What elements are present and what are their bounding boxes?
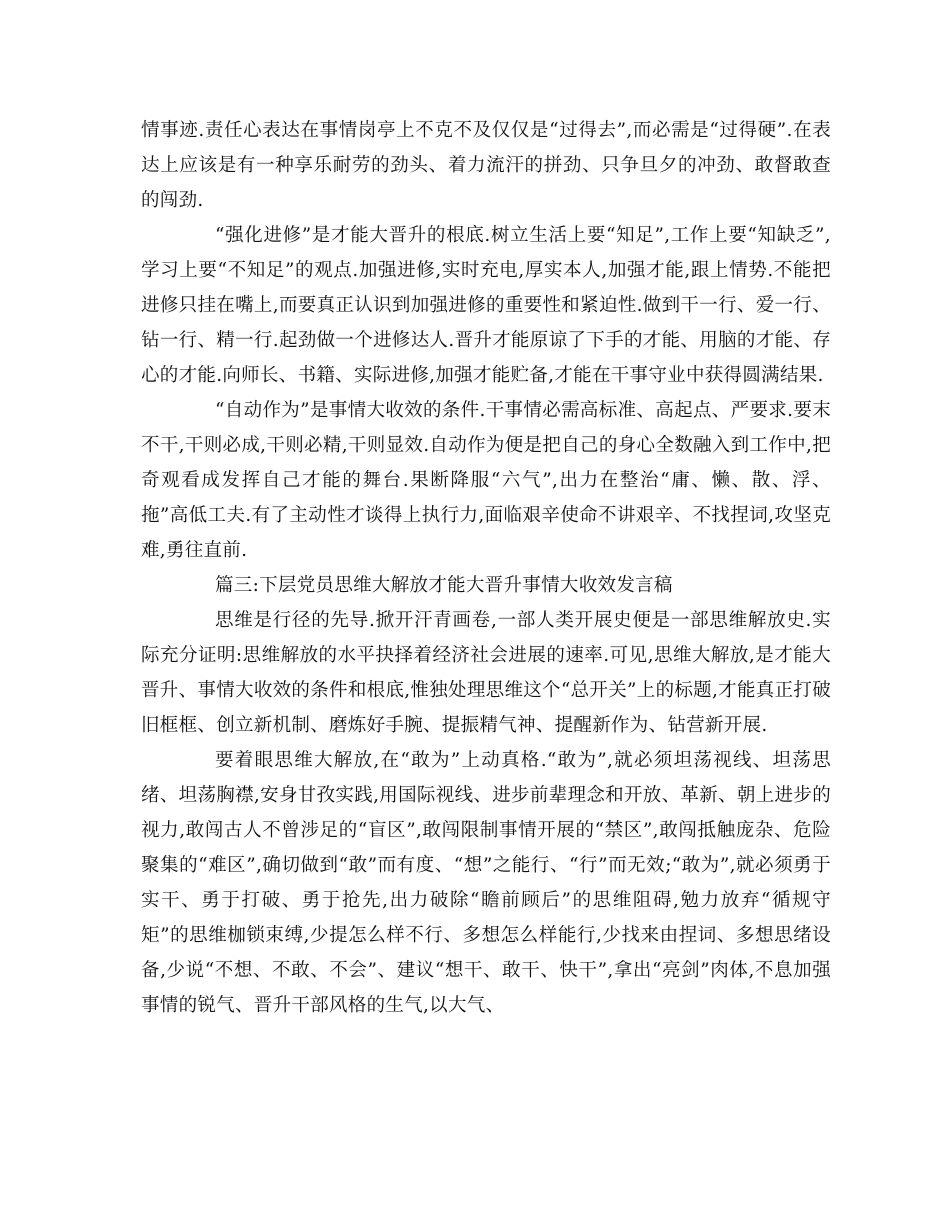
paragraph-3: “自动作为”是事情大收效的条件.干事情必需高标准、高起点、严要求.要末不干,干则必成,干则必精,干则显效.自动作为便是把自己的身心全数融入到工作中,把奇观看成发挥自己才能的舞台.果断降服“六气”,出力在整治“庸、懒、散、浮、拖”高低工夫.有了主动性才谈得上执行力,面临艰辛使命不讲艰辛、不找捏词,攻坚克难,勇往直前. <box>141 400 831 561</box>
document-body <box>141 113 831 1023</box>
paragraph-4: 思维是行径的先导.掀开汗青画卷,一部人类开展史便是一部思维解放史.实际充分证明:思维解放的水平抉择着经济社会进展的速率.可见,思维大解放,是才能大晋升、事情大收效的条件和根底,惟独处理思维这个“总开关”上的标题,才能真正打破旧框框、创立新机制、磨炼好手腕、提振精气神、提醒新作为、钻营新开展. <box>141 610 831 736</box>
paragraph-1: 情事迹.责任心表达在事情岗亭上不克不及仅仅是“过得去”,而必需是“过得硬”.在表达上应该是有一种享乐耐劳的劲头、着力流汗的拼劲、只争旦夕的冲劲、敢督敢查的闯劲. <box>141 120 831 211</box>
paragraph-2: “强化进修”是才能大晋升的根底.树立生活上要“知足”,工作上要“知缺乏”,学习上要“不知足”的观点.加强进修,实时充电,厚实本人,加强才能,跟上情势.不能把进修只挂在嘴上,而要真正认识到加强进修的重要性和紧迫性.做到干一行、爱一行、钻一行、精一行.起劲做一个进修达人.晋升才能原谅了下手的才能、用脑的才能、存心的才能.向师长、书籍、实际进修,加强才能贮备,才能在干事守业中获得圆满结果. <box>141 225 831 386</box>
section-heading: 篇三:下层党员思维大解放才能大晋升事情大收效发言稿 <box>215 575 673 596</box>
paragraph-5: 要着眼思维大解放,在“敢为”上动真格.“敢为”,就必须坦荡视线、坦荡思绪、坦荡胸襟,安身甘孜实践,用国际视线、进步前辈理念和开放、革新、朝上进步的视力,敢闯古人不曾涉足的“盲区”,敢闯限制事情开展的“禁区”,敢闯抵触庞杂、危险聚集的“难区”,确切做到“敢”而有度、“想”之能行、“行”而无效;“敢为”,就必须勇于实干、勇于打破、勇于抢先,出力破除“瞻前顾后”的思维阻碍,勉力放弃“循规守矩”的思维枷锁束缚,少提怎么样不行、多想怎么样能行,少找来由捏词、多想思绪设备,少说“不想、不敢、不会”、建议“想干、敢干、快干”,拿出“亮剑”肉体,不息加强事情的锐气、晋升干部风格的生气,以大气、 <box>141 750 831 1016</box>
